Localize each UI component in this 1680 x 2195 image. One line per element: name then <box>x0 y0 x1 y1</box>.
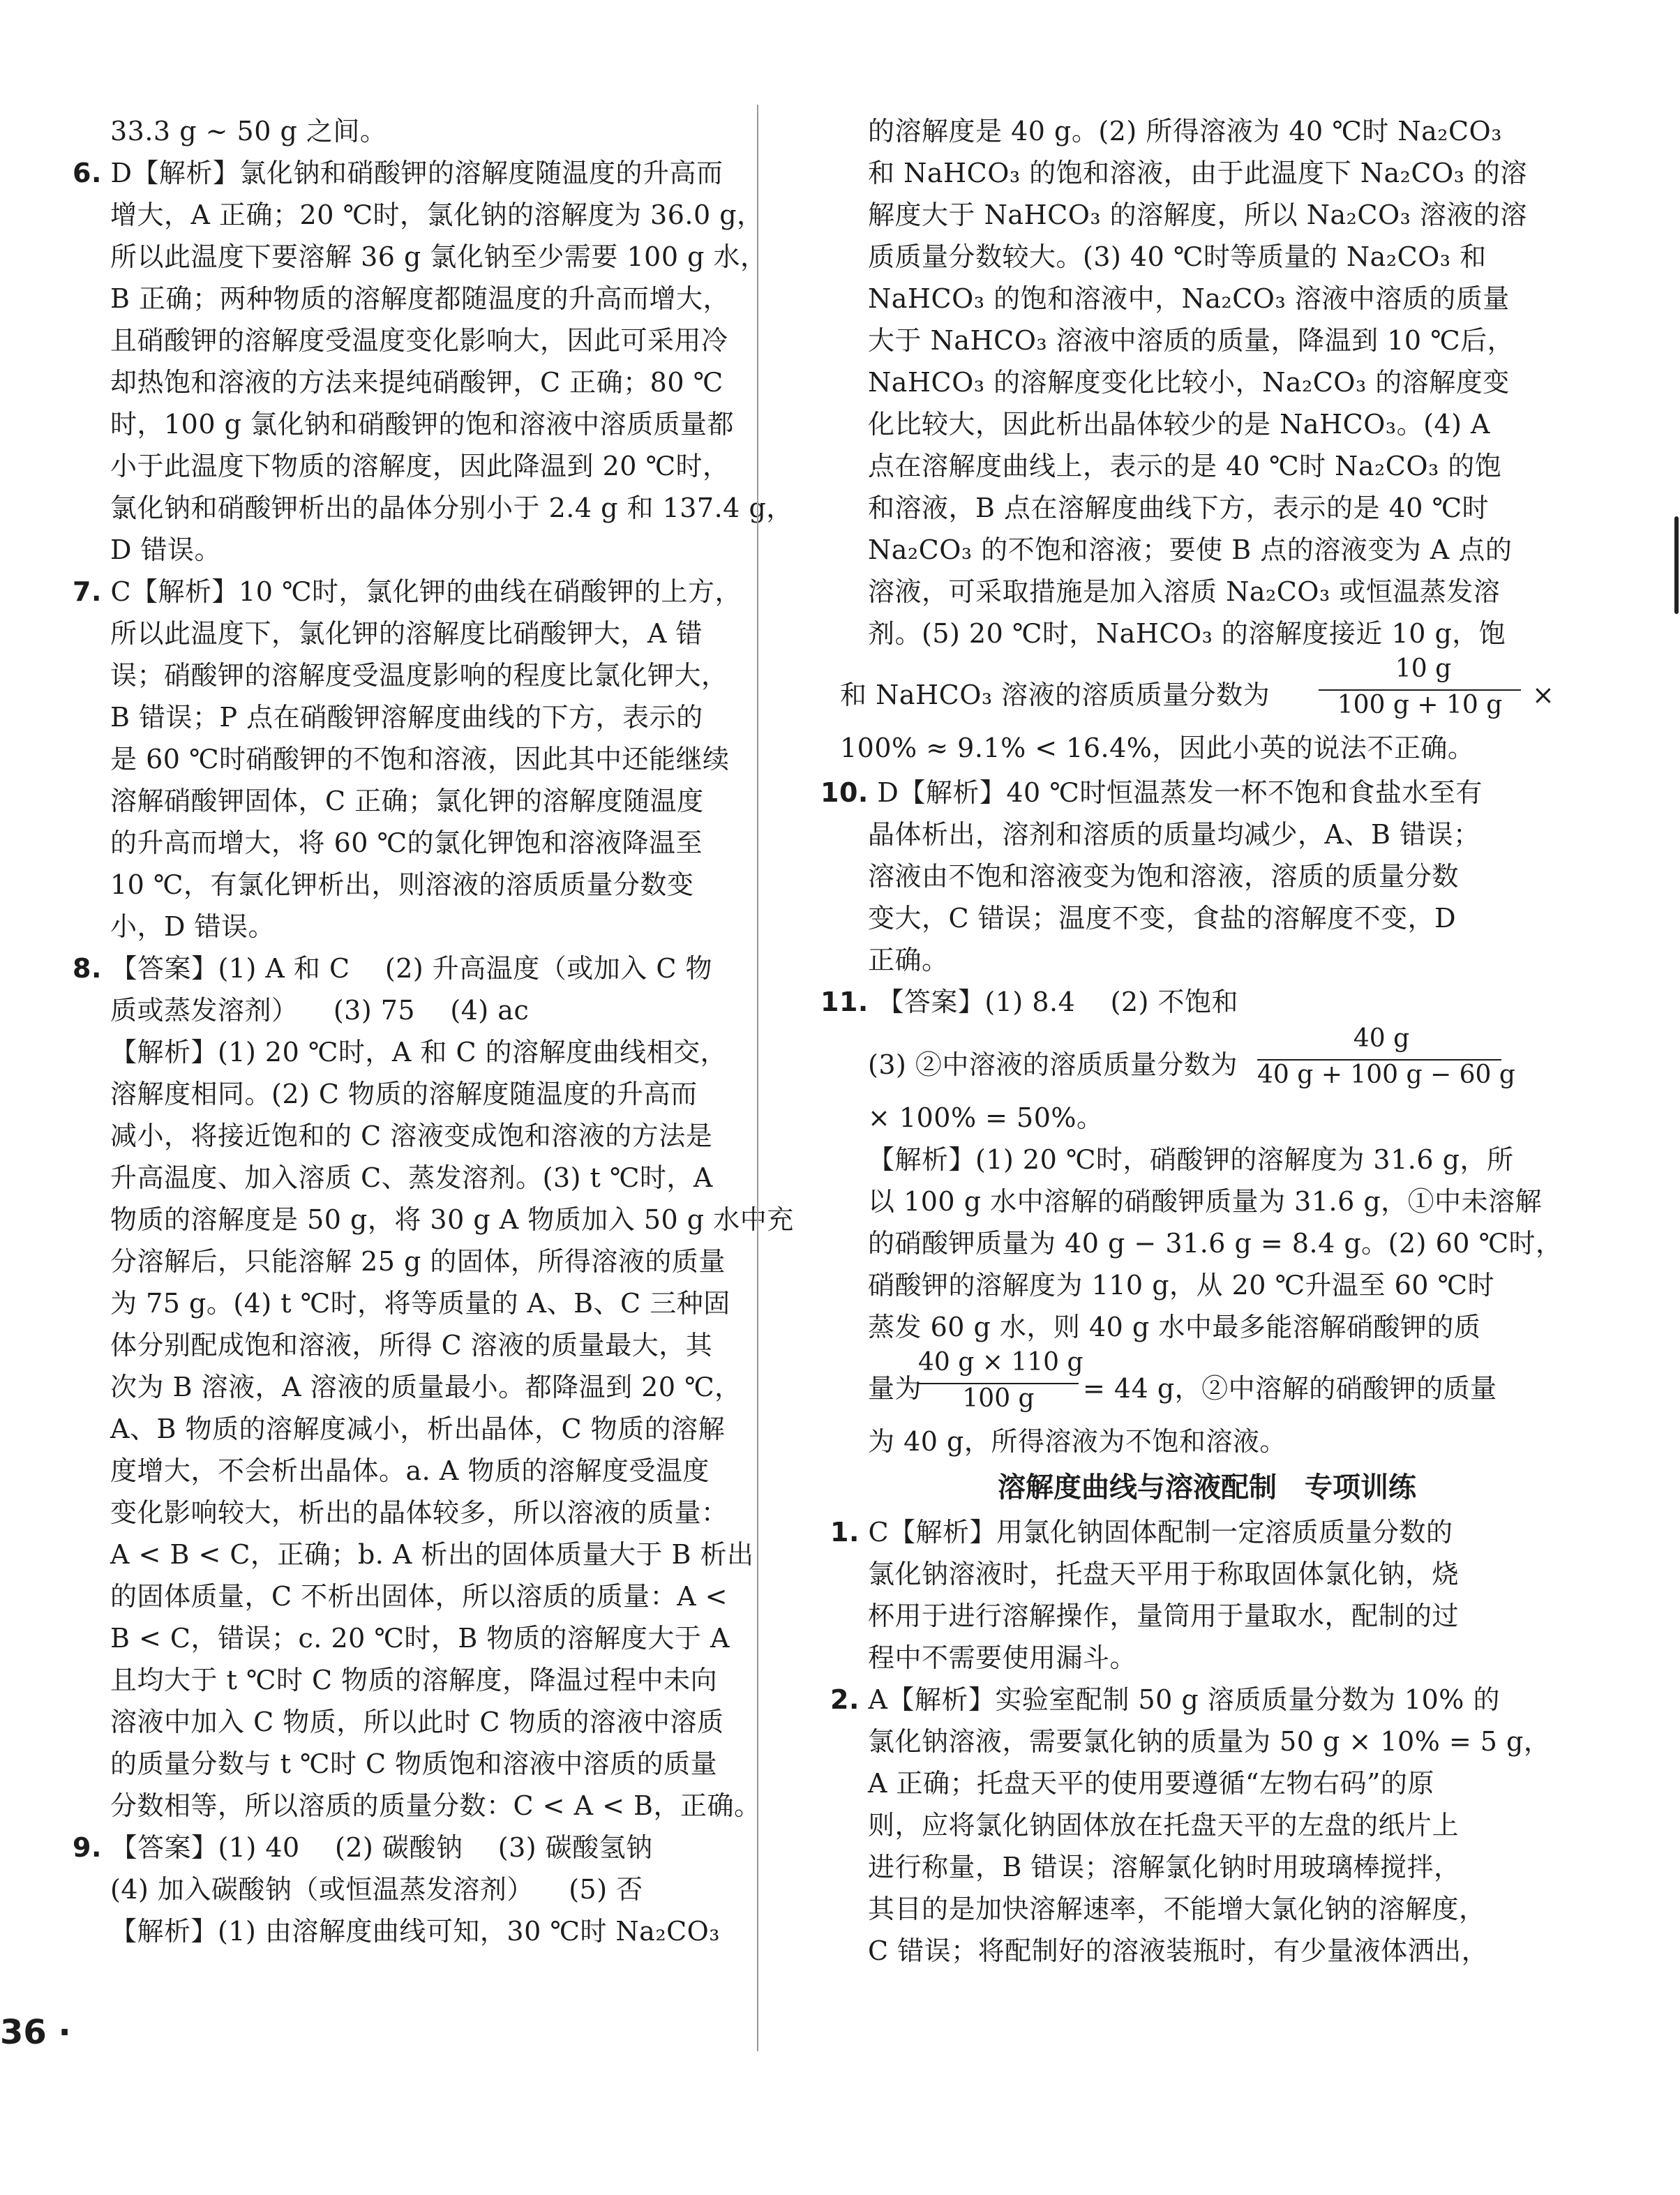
line-text: A【解析】实验室配制 50 g 溶质质量分数为 10% 的 <box>859 1684 1500 1715</box>
equation-text: = 44 g，②中溶解的硝酸钾的质量 <box>1083 1373 1497 1404</box>
line-text: 其目的是加快溶解速率，不能增大氯化钠的溶解度， <box>868 1894 1486 1924</box>
text-line <box>110 403 734 445</box>
line-text: 升高温度、加入溶质 C、蒸发溶剂。(3) t ℃时，A <box>110 1162 713 1193</box>
line-text: 和溶液，B 点在溶解度曲线下方，表示的是 40 ℃时 <box>868 493 1490 523</box>
text-line <box>110 1282 730 1324</box>
line-text: 硝酸钾的溶解度为 110 g，从 20 ℃升温至 60 ℃时 <box>868 1270 1495 1301</box>
line-text: 氯化钠溶液，需要氯化钠的质量为 50 g × 10% = 5 g， <box>868 1726 1551 1757</box>
line-text: 则，应将氯化钠固体放在托盘天平的左盘的纸片上 <box>868 1810 1460 1841</box>
line-text: 减小，将接近饱和的 C 溶液变成饱和溶液的方法是 <box>110 1121 713 1151</box>
question-number: 7. <box>73 576 102 607</box>
line-text: B < C，错误；c. 20 ℃时，B 物质的溶解度大于 A <box>110 1623 730 1654</box>
line-text: 质或蒸发溶剂） (3) 75 (4) ac <box>110 995 530 1026</box>
line-text: 剂。(5) 20 ℃时，NaHCO₃ 的溶解度接近 10 g，饱 <box>868 618 1506 649</box>
question-line <box>830 1511 1453 1553</box>
text-line <box>110 613 703 654</box>
line-text: 溶液中加入 C 物质，所以此时 C 物质的溶液中溶质 <box>110 1707 724 1737</box>
equation-text: (3) ②中溶液的溶质质量分数为 <box>868 1049 1238 1080</box>
column-divider <box>757 105 758 2051</box>
line-text: 【解析】(1) 由溶解度曲线可知，30 ℃时 Na₂CO₃ <box>110 1916 721 1947</box>
equation-text: 为 40 g，所得溶液为不饱和溶液。 <box>868 1426 1287 1457</box>
text-line <box>110 1324 712 1366</box>
text-line <box>110 906 275 947</box>
question-number: 10. <box>820 777 869 808</box>
text-line <box>110 1868 643 1910</box>
line-text: 物质的溶解度是 50 g，将 30 g A 物质加入 50 g 水中充 <box>110 1204 794 1235</box>
line-text: 33.3 g ~ 50 g 之间。 <box>110 116 387 147</box>
line-text: 点在溶解度曲线上，表示的是 40 ℃时 Na₂CO₃ 的饱 <box>868 451 1502 481</box>
text-line <box>868 613 1506 654</box>
line-text: 质质量分数较大。(3) 40 ℃时等质量的 Na₂CO₃ 和 <box>868 241 1487 272</box>
line-text: 增大，A 正确；20 ℃时，氯化钠的溶解度为 36.0 g， <box>110 200 764 230</box>
text-line <box>110 529 221 571</box>
line-text: 小，D 错误。 <box>110 911 276 942</box>
text-line <box>868 529 1512 571</box>
text-line <box>110 1617 730 1659</box>
text-line <box>868 487 1489 529</box>
text-line <box>868 855 1459 897</box>
line-text: NaHCO₃ 的饱和溶液中，Na₂CO₃ 溶液中溶质的质量 <box>868 283 1510 314</box>
text-line <box>868 403 1490 445</box>
line-text: 溶解度相同。(2) C 物质的溶解度随温度的升高而 <box>110 1079 698 1109</box>
text-line <box>868 1139 1513 1181</box>
question-number: 11. <box>820 987 869 1017</box>
text-line <box>868 110 1502 152</box>
text-line <box>110 320 728 361</box>
text-line <box>868 939 949 981</box>
text-line <box>110 361 723 403</box>
text-line <box>868 1181 1542 1222</box>
question-number: 9. <box>73 1832 102 1863</box>
text-line <box>110 1241 726 1282</box>
line-text: 体分别配成饱和溶液，所得 C 溶液的质量最大，其 <box>110 1330 713 1361</box>
text-line <box>868 1595 1459 1637</box>
line-text: 次为 B 溶液，A 溶液的质量最小。都降温到 20 ℃， <box>110 1372 742 1402</box>
line-text: 【答案】(1) 40 (2) 碳酸钠 (3) 碳酸氢钠 <box>101 1832 653 1863</box>
line-text: 变化影响较大，析出的晶体较多，所以溶液的质量： <box>110 1497 728 1528</box>
line-text: C 错误；将配制好的溶液装瓶时，有少量液体洒出， <box>868 1935 1489 1966</box>
text-line <box>110 1073 698 1115</box>
text-line <box>868 1637 1137 1679</box>
line-text: 所以此温度下，氯化钾的溶解度比硝酸钾大，A 错 <box>110 618 703 649</box>
line-text: 为 75 g。(4) t ℃时，将等质量的 A、B、C 三种固 <box>110 1288 730 1319</box>
line-text: 进行称量，B 错误；溶解氯化钠时用玻璃棒搅拌， <box>868 1852 1461 1882</box>
text-line <box>110 1157 713 1199</box>
line-text: 分数相等，所以溶质的质量分数：C < A < B，正确。 <box>110 1790 761 1821</box>
line-text: 【答案】(1) A 和 C (2) 升高温度（或加入 C 物 <box>101 953 713 984</box>
text-line <box>110 1575 728 1617</box>
line-text: 是 60 ℃时硝酸钾的不饱和溶液，因此其中还能继续 <box>110 744 730 774</box>
equation-text: 和 NaHCO₃ 溶液的溶质质量分数为 <box>840 680 1270 710</box>
fraction-denominator: 100 g <box>962 1384 1035 1413</box>
line-text: 分溶解后，只能溶解 25 g 的固体，所得溶液的质量 <box>110 1246 726 1277</box>
equation-text: 100% ≈ 9.1% < 16.4%，因此小英的说法不正确。 <box>840 733 1475 763</box>
text-line <box>110 445 730 487</box>
line-text: B 正确；两种物质的溶解度都随温度的升高而增大， <box>110 283 730 314</box>
line-text: A 正确；托盘天平的使用要遵循“左物右码”的原 <box>868 1768 1434 1799</box>
question-number: 2. <box>830 1684 860 1715</box>
text-line <box>868 1846 1461 1888</box>
line-text: 10 ℃，有氯化钾析出，则溶液的溶质质量分数变 <box>110 869 694 900</box>
text-line <box>868 1721 1550 1762</box>
text-line <box>868 445 1501 487</box>
line-text: 正确。 <box>868 945 949 975</box>
fraction-denominator: 40 g + 100 g − 60 g <box>1257 1061 1515 1089</box>
line-text: 和 NaHCO₃ 的饱和溶液，由于此温度下 Na₂CO₃ 的溶 <box>868 158 1527 188</box>
line-text: 晶体析出，溶剂和溶质的质量均减少，A、B 错误； <box>868 819 1480 850</box>
line-text: 的溶解度是 40 g。(2) 所得溶液为 40 ℃时 Na₂CO₃ <box>868 116 1502 147</box>
line-text: 解度大于 NaHCO₃ 的溶解度，所以 Na₂CO₃ 溶液的溶 <box>868 200 1527 230</box>
section-heading: 溶解度曲线与溶液配制 专项训练 <box>998 1471 1416 1504</box>
fraction-numerator: 10 g <box>1395 654 1452 683</box>
text-line <box>110 822 703 864</box>
line-text: 溶液由不饱和溶液变为饱和溶液，溶质的质量分数 <box>868 861 1460 892</box>
text-line <box>110 236 767 278</box>
page-edge-mark <box>1674 516 1679 614</box>
line-text: 氯化钠和硝酸钾析出的晶体分别小于 2.4 g 和 137.4 g， <box>110 493 793 523</box>
line-text: 的质量分数与 t ℃时 C 物质饱和溶液中溶质的质量 <box>110 1748 718 1779</box>
text-line <box>868 897 1456 939</box>
line-text: 杯用于进行溶解操作，量筒用于量取水，配制的过 <box>868 1601 1460 1631</box>
text-line <box>868 1306 1480 1348</box>
text-line <box>110 278 730 320</box>
page-number: 36 · <box>0 2013 71 2052</box>
text-line <box>110 194 764 236</box>
equation-text: × <box>1532 680 1555 710</box>
text-line <box>110 1910 720 1952</box>
text-line <box>110 1492 728 1534</box>
text-line <box>110 696 703 738</box>
text-line <box>110 1115 712 1157</box>
line-text: A、B 物质的溶解度减小，析出晶体，C 物质的溶解 <box>110 1414 726 1444</box>
text-line <box>110 1199 794 1241</box>
line-text: 误；硝酸钾的溶解度受温度影响的程度比氯化钾大， <box>110 660 728 691</box>
question-line <box>820 772 1483 814</box>
text-line <box>868 1888 1486 1930</box>
text-line <box>110 110 387 152</box>
text-line <box>110 1408 725 1450</box>
text-line <box>868 1222 1563 1264</box>
equation-text: × 100% = 50%。 <box>868 1102 1104 1133</box>
text-line <box>868 1930 1488 1972</box>
fraction-numerator: 40 g × 110 g <box>918 1348 1083 1377</box>
text-line <box>868 1762 1434 1804</box>
text-line <box>868 278 1510 320</box>
text-line <box>110 1743 717 1785</box>
text-line <box>110 738 730 780</box>
text-line <box>110 989 529 1031</box>
line-text: 且均大于 t ℃时 C 物质的溶解度，降温过程中未向 <box>110 1665 718 1695</box>
line-text: 溶解硝酸钾固体，C 正确；氯化钾的溶解度随温度 <box>110 786 704 816</box>
text-line <box>110 487 793 529</box>
text-line <box>110 1659 717 1701</box>
question-line <box>73 947 712 989</box>
equation-text: 量为 <box>868 1373 922 1404</box>
text-line <box>868 1804 1459 1846</box>
text-line <box>868 236 1487 278</box>
text-line <box>110 1701 723 1743</box>
line-text: 的硝酸钾质量为 40 g − 31.6 g = 8.4 g。(2) 60 ℃时， <box>868 1228 1563 1259</box>
line-text: D【解析】40 ℃时恒温蒸发一杯不饱和食盐水至有 <box>868 777 1483 808</box>
line-text: 大于 NaHCO₃ 溶液中溶质的质量，降温到 10 ℃后， <box>868 325 1515 356</box>
question-line <box>73 571 742 613</box>
text-line <box>868 1553 1459 1595</box>
text-line <box>868 320 1514 361</box>
line-text: 程中不需要使用漏斗。 <box>868 1642 1137 1673</box>
question-line <box>820 981 1238 1023</box>
line-text: 【解析】(1) 20 ℃时，A 和 C 的溶解度曲线相交， <box>110 1037 728 1067</box>
line-text: 【答案】(1) 8.4 (2) 不饱和 <box>868 987 1238 1017</box>
line-text: 的固体质量，C 不析出固体，所以溶质的质量：A < <box>110 1581 728 1612</box>
line-text: 所以此温度下要溶解 36 g 氯化钠至少需要 100 g 水， <box>110 241 767 272</box>
line-text: 变大，C 错误；温度不变，食盐的溶解度不变，D <box>868 903 1457 934</box>
question-number: 8. <box>73 953 102 984</box>
text-line <box>110 780 704 822</box>
line-text: Na₂CO₃ 的不饱和溶液；要使 B 点的溶液变为 A 点的 <box>868 534 1513 565</box>
line-text: (4) 加入碳酸钠（或恒温蒸发溶剂） (5) 否 <box>110 1874 643 1905</box>
text-line <box>110 1450 710 1492</box>
question-line <box>73 152 723 194</box>
line-text: 氯化钠溶液时，托盘天平用于称取固体氯化钠，烧 <box>868 1559 1460 1589</box>
line-text: 的升高而增大，将 60 ℃的氯化钾饱和溶液降温至 <box>110 827 703 858</box>
line-text: 却热饱和溶液的方法来提纯硝酸钾，C 正确；80 ℃ <box>110 367 723 398</box>
text-line <box>110 864 693 906</box>
line-text: 小于此温度下物质的溶解度，因此降温到 20 ℃时， <box>110 451 730 481</box>
line-text: 且硝酸钾的溶解度受温度变化影响大，因此可采用冷 <box>110 325 728 356</box>
line-text: A < B < C，正确；b. A 析出的固体质量大于 B 析出 <box>110 1539 754 1570</box>
fraction-numerator: 40 g <box>1353 1024 1410 1053</box>
text-line <box>868 571 1500 613</box>
line-text: D【解析】氯化钠和硝酸钾的溶解度随温度的升高而 <box>101 158 723 188</box>
line-text: 以 100 g 水中溶解的硝酸钾质量为 31.6 g，①中未溶解 <box>868 1186 1543 1217</box>
line-text: 时，100 g 氯化钠和硝酸钾的饱和溶液中溶质质量都 <box>110 409 735 440</box>
line-text: 【解析】(1) 20 ℃时，硝酸钾的溶解度为 31.6 g，所 <box>868 1144 1514 1175</box>
line-text: B 错误；P 点在硝酸钾溶解度曲线的下方，表示的 <box>110 702 703 733</box>
line-text: 度增大，不会析出晶体。a. A 物质的溶解度受温度 <box>110 1455 710 1486</box>
text-line <box>868 1264 1494 1306</box>
text-line <box>110 1785 760 1827</box>
text-line <box>110 1366 742 1408</box>
line-text: C【解析】用氯化钠固体配制一定溶质质量分数的 <box>859 1517 1453 1548</box>
line-text: 溶液，可采取措施是加入溶质 Na₂CO₃ 或恒温蒸发溶 <box>868 576 1501 607</box>
line-text: NaHCO₃ 的溶解度变化比较小，Na₂CO₃ 的溶解度变 <box>868 367 1510 398</box>
text-line <box>868 361 1510 403</box>
text-line <box>110 1534 754 1575</box>
question-number: 1. <box>830 1517 860 1548</box>
line-text: 化比较大，因此析出晶体较少的是 NaHCO₃。(4) A <box>868 409 1490 440</box>
text-line <box>868 194 1527 236</box>
fraction-denominator: 100 g + 10 g <box>1337 691 1503 719</box>
question-number: 6. <box>73 158 102 188</box>
line-text: D 错误。 <box>110 534 222 565</box>
line-text: C【解析】10 ℃时，氯化钾的曲线在硝酸钾的上方， <box>101 576 742 607</box>
text-line <box>868 814 1480 855</box>
question-line <box>73 1827 653 1868</box>
text-line <box>868 152 1527 194</box>
text-line <box>110 1031 727 1073</box>
text-line <box>110 654 728 696</box>
line-text: 蒸发 60 g 水，则 40 g 水中最多能溶解硝酸钾的质 <box>868 1312 1481 1342</box>
question-line <box>830 1679 1500 1721</box>
